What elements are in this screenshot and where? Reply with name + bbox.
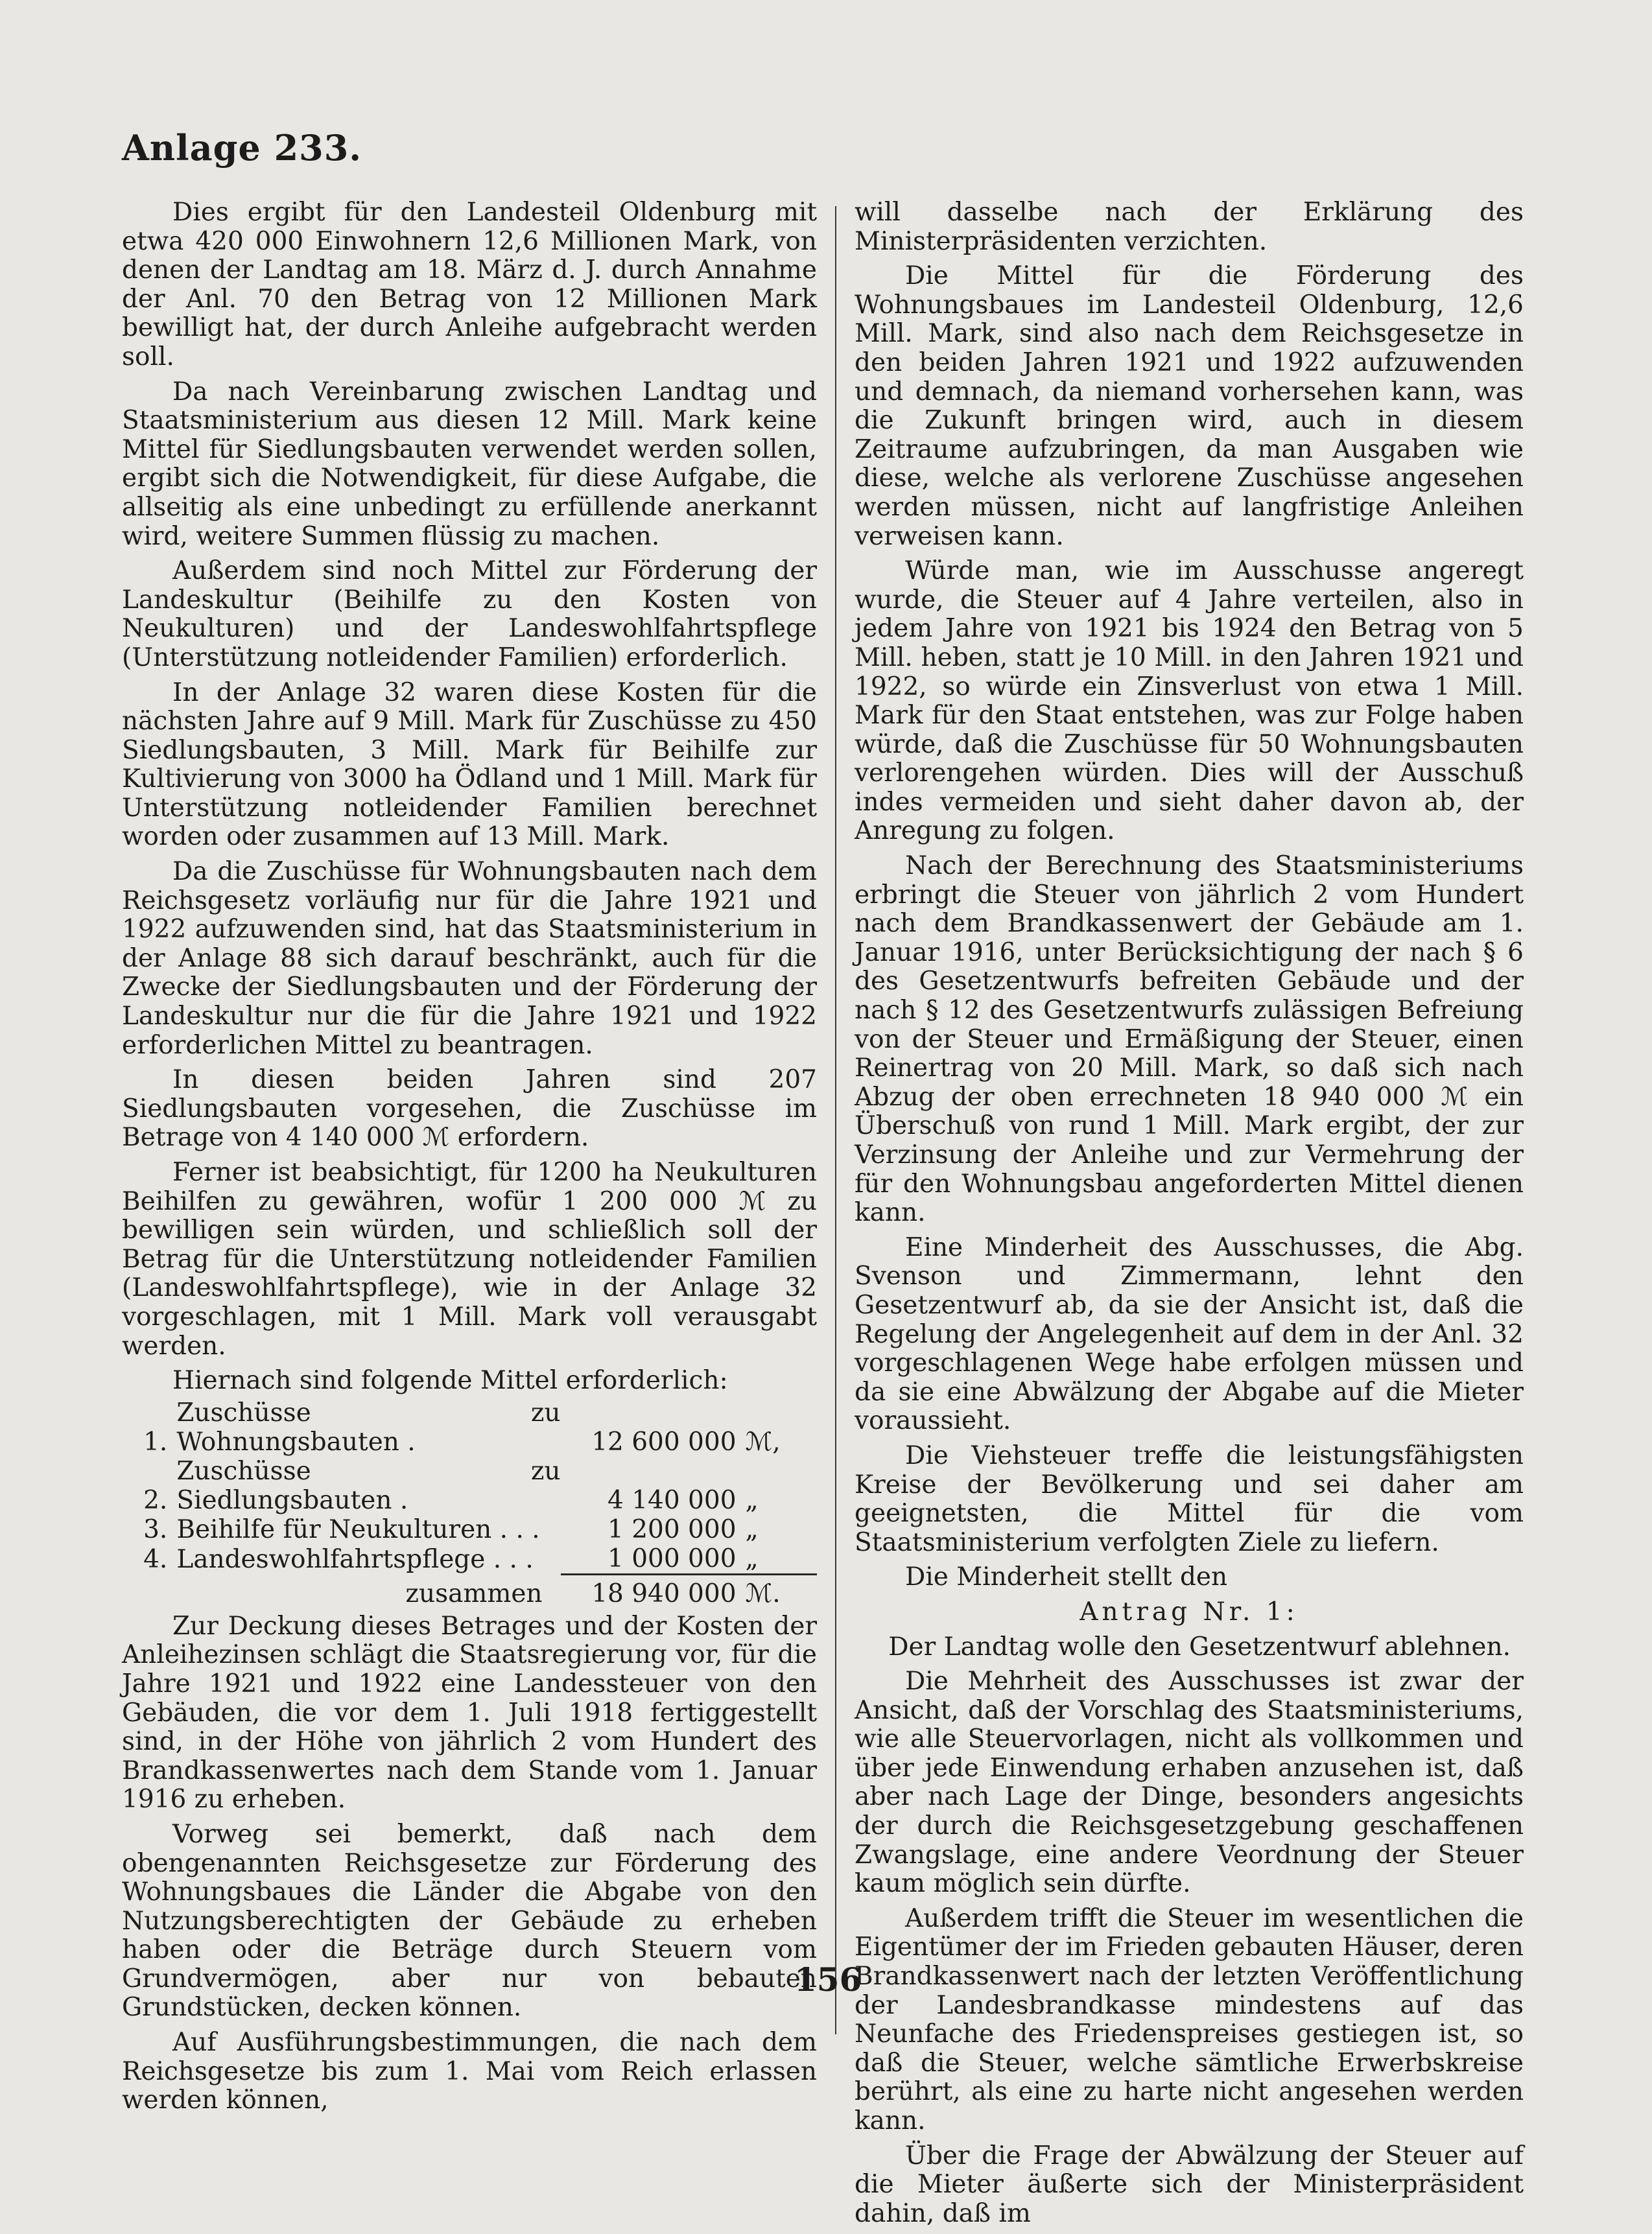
paragraph: Außerdem sind noch Mittel zur Förderung der Landeskultur (Beihilfe zu den Kosten von Neukulturen) und der Landeswohlfahrtspflege (Unterstützung notleidender Familien) erforderlich. bbox=[122, 556, 817, 672]
paragraph: Würde man, wie im Ausschusse angeregt wurde, die Steuer auf 4 Jahre verteilen, also in jedem Jahre von 1921 bis 1924 den Betrag von 5 Mill. heben, statt je 10 Mill. in den Jahren 1921 und 1922, so würde ein Zinsverlust von etwa 1 Mill. Mark für den Staat entstehen, was zur Folge haben würde, daß die Zuschüsse für 50 Wohnungsbauten verlorengehen würden. Dies will der Ausschuß indes vermeiden und sieht daher davon ab, der Anregung zu folgen. bbox=[855, 556, 1524, 846]
paragraph: Hiernach sind folgende Mittel erforderlich: bbox=[172, 1366, 728, 1396]
funds-row bbox=[122, 1457, 817, 1515]
funds-number: 2. bbox=[143, 1485, 168, 1515]
funds-total-unit: ℳ. bbox=[745, 1579, 781, 1608]
paragraph: Die Viehsteuer treffe die leistungsfähigsten Kreise der Bevölkerung und sei daher am geeignetsten, die Mittel für die vom Staatsministerium verfolgten Ziele zu liefern. bbox=[855, 1440, 1524, 1557]
annex-header: Anlage 233. bbox=[122, 127, 362, 169]
funds-total-row bbox=[122, 1579, 817, 1608]
paragraph: Zur Deckung dieses Betrages und der Kosten der Anleihezinsen schlägt die Staatsregierung vor, für die Jahre 1921 und 1922 eine Landessteuer von den Gebäuden, die vor dem 1. Juli 1918 fertiggestellt sind, in der Höhe von jährlich 2 vom Hundert des Brandkassenwertes nach dem Stande vom 1. Januar 1916 zu erheben. bbox=[122, 1611, 817, 1815]
left-column bbox=[122, 198, 817, 2121]
funds-number: 4. bbox=[143, 1545, 168, 1575]
funds-item: Zuschüsse zu Wohnungsbauten bbox=[176, 1398, 561, 1457]
sum-rule-row bbox=[122, 1574, 817, 1579]
funds-unit: „ bbox=[745, 1514, 759, 1544]
dot-leader: . bbox=[399, 1427, 416, 1457]
funds-unit: „ bbox=[745, 1485, 759, 1515]
funds-number: 3. bbox=[143, 1514, 168, 1544]
funds-number: 1. bbox=[143, 1427, 168, 1457]
funds-amount: 1 200 000 bbox=[608, 1514, 737, 1544]
paragraph: Eine Minderheit des Ausschusses, die Abg. Svenson und Zimmermann, lehnt den Gesetzentwurf ab, da sie der Ansicht ist, daß die Regelung der Angelegenheit auf dem in der Anl. 32 vorgeschlagenen Wege habe erfolgen müssen und da sie eine Abwälzung der Abgabe auf die Mieter voraussieht. bbox=[855, 1232, 1524, 1436]
funds-row bbox=[122, 1544, 817, 1575]
funds-amount: 12 600 000 bbox=[591, 1427, 737, 1457]
sum-rule bbox=[561, 1574, 817, 1579]
paragraph: will dasselbe nach der Erklärung des Ministerpräsidenten verzichten. bbox=[855, 198, 1524, 256]
paragraph: Außerdem trifft die Steuer im wesentlichen die Eigentümer der im Frieden gebauten Häuser, deren Brandkassenwert nach der letzten Veröffentlichung der Landesbrandkasse mindestens auf das Neunfache des Friedenspreises gestiegen ist, so daß die Steuer, welche sämtliche Erwerbskreise berührt, als eine zu harte nicht angesehen werden kann. bbox=[855, 1903, 1524, 2135]
funds-unit: „ bbox=[745, 1544, 759, 1573]
funds-total-label: zusammen bbox=[405, 1579, 543, 1608]
funds-item: Beihilfe für Neukulturen bbox=[176, 1514, 492, 1544]
page-number: 156 bbox=[794, 1960, 862, 1999]
paragraph: Da die Zuschüsse für Wohnungsbauten nach dem Reichsgesetz vorläufig nur für die Jahre 1921 und 1922 aufzuwenden sind, hat das Staatsministerium in der Anlage 88 sich darauf beschränkt, auch für die Zwecke der Siedlungsbauten und der Förderung der Landeskultur nur die für die Jahre 1921 und 1922 erforderlichen Mittel zu beantragen. bbox=[122, 857, 817, 1060]
dot-leader: . . . bbox=[491, 1514, 540, 1544]
paragraph: In der Anlage 32 waren diese Kosten für die nächsten Jahre auf 9 Mill. Mark für Zuschüsse zu 450 Siedlungsbauten, 3 Mill. Mark für Beihilfe zur Kultivierung von 3000 ha Ödland und 1 Mill. Mark für Unterstützung notleidender Familien berechnet worden oder zusammen auf 13 Mill. Mark. bbox=[122, 677, 817, 852]
paragraph: Über die Frage der Abwälzung der Steuer auf die Mieter äußerte sich der Ministerpräsident dahin, daß im bbox=[855, 2141, 1524, 2228]
funds-row bbox=[122, 1515, 817, 1544]
paragraph: Ferner ist beabsichtigt, für 1200 ha Neukulturen Beihilfen zu gewähren, wofür 1 200 000 ℳ zu bewilligen sein würden, und schließlich soll der Betrag für die Unterstützung notleidender Familien (Landeswohlfahrtspflege), wie in der Anlage 32 vorgeschlagen, mit 1 Mill. Mark voll verausgabt werden. bbox=[122, 1158, 817, 1361]
funds-unit: ℳ, bbox=[745, 1427, 781, 1457]
funds-item: Landeswohlfahrtspflege bbox=[176, 1545, 486, 1575]
dot-leader: . bbox=[392, 1485, 408, 1515]
funds-amount: 1 000 000 bbox=[608, 1544, 737, 1573]
funds-total-amount: 18 940 000 bbox=[591, 1579, 737, 1608]
dot-leader: . . . bbox=[485, 1545, 534, 1575]
funds-item: Zuschüsse zu Siedlungsbauten bbox=[176, 1456, 561, 1515]
paragraph: Dies ergibt für den Landesteil Oldenburg mit etwa 420 000 Einwohnern 12,6 Millionen Mark, von denen der Landtag am 18. März d. J. durch Annahme der Anl. 70 den Betrag von 12 Millionen Mark bewilligt hat, der durch Anleihe aufgebracht werden soll. bbox=[122, 198, 817, 371]
funds-table bbox=[122, 1398, 817, 1608]
motion-text: Der Landtag wolle den Gesetzentwurf ablehnen. bbox=[888, 1632, 1511, 1662]
right-column bbox=[855, 198, 1524, 2234]
funds-amount: 4 140 000 bbox=[608, 1485, 737, 1515]
paragraph: Nach der Berechnung des Staatsministeriums erbringt die Steuer von jährlich 2 vom Hundert nach dem Brandkassenwert der Gebäude am 1. Januar 1916, unter Berücksichtigung der nach § 6 des Gesetzentwurfs befreiten Gebäude und der nach § 12 des Gesetzentwurfs zulässigen Befreiung von der Steuer und Ermäßigung der Steuer, einen Reinertrag von 20 Mill. Mark, so daß sich nach Abzug der oben errechneten 18 940 000 ℳ ein Überschuß von rund 1 Mill. Mark ergibt, der zur Verzinsung der Anleihe und zur Vermehrung der für den Wohnungsbau angeforderten Mittel dienen kann. bbox=[855, 851, 1524, 1228]
motion-title: Antrag Nr. 1: bbox=[1080, 1597, 1299, 1627]
paragraph: Die Mittel für die Förderung des Wohnungsbaues im Landesteil Oldenburg, 12,6 Mill. Mark, sind also nach dem Reichsgesetze in den beiden Jahren 1921 und 1922 aufzuwenden und demnach, da niemand vorhersehen kann, was die Zukunft bringen wird, auch in diesem Zeitraume aufzubringen, da man Ausgaben wie diese, welche als verlorene Zuschüsse angesehen werden müssen, nicht auf langfristige Anleihen verweisen kann. bbox=[855, 261, 1524, 551]
funds-row bbox=[122, 1398, 817, 1457]
paragraph: In diesen beiden Jahren sind 207 Siedlungsbauten vorgesehen, die Zuschüsse im Betrage von 4 140 000 ℳ erfordern. bbox=[122, 1065, 817, 1153]
paragraph: Auf Ausführungsbestimmungen, die nach dem Reichsgesetze bis zum 1. Mai vom Reich erlassen werden können, bbox=[122, 2028, 817, 2115]
column-divider bbox=[835, 206, 836, 2034]
paragraph: Die Mehrheit des Ausschusses ist zwar der Ansicht, daß der Vorschlag des Staatsministeriums, wie alle Steuervorlagen, nicht als vollkommen und über jede Einwendung erhaben anzusehen ist, daß aber nach Lage der Dinge, besonders angesichts der durch die Reichsgesetzgebung geschaffenen Zwangslage, eine andere Veordnung der Steuer kaum möglich sein dürfte. bbox=[855, 1667, 1524, 1899]
paragraph: Vorweg sei bemerkt, daß nach dem obengenannten Reichsgesetze zur Förderung des Wohnungsbaues die Länder die Abgabe von den Nutzungsberechtigten der Gebäude zu erheben haben oder die Beträge durch Steuern vom Grundvermögen, aber nur von bebauten Grundstücken, decken können. bbox=[122, 1819, 817, 2023]
paragraph: Die Minderheit stellt den bbox=[905, 1562, 1228, 1592]
paragraph: Da nach Vereinbarung zwischen Landtag und Staatsministerium aus diesen 12 Mill. Mark keine Mittel für Siedlungsbauten verwendet werden sollen, ergibt sich die Notwendigkeit, für diese Aufgabe, die allseitig als eine unbedingt zu erfüllende anerkannt wird, weitere Summen flüssig zu machen. bbox=[122, 377, 817, 551]
